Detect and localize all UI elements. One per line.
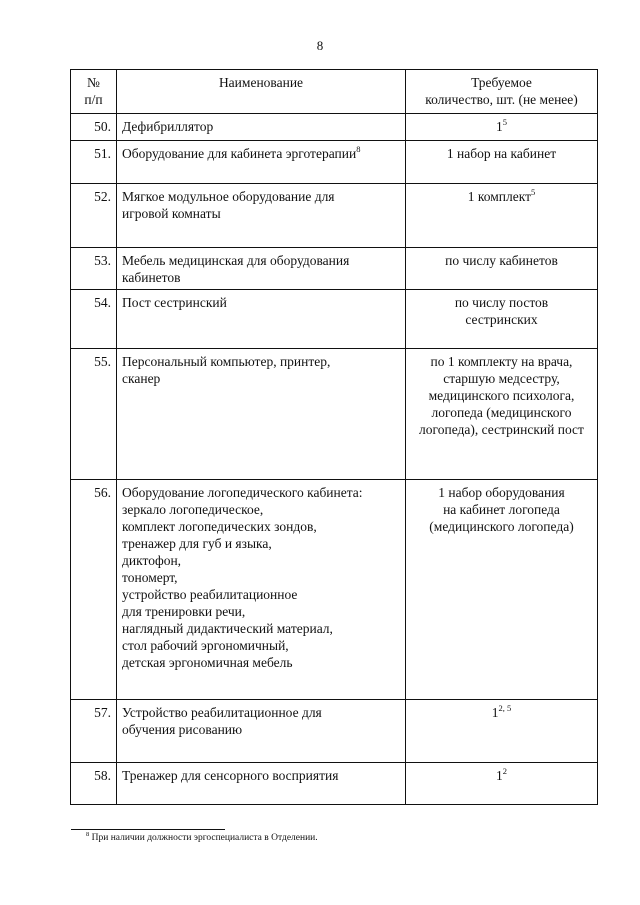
- row-quantity-text: логопеда (медицинского: [431, 405, 572, 420]
- footnote-ref: 2, 5: [498, 703, 512, 713]
- footnote-ref: 5: [531, 187, 536, 197]
- row-name-text: тономерт,: [122, 570, 178, 585]
- equipment-table: [70, 69, 598, 805]
- row-quantity-text: 1 набор на кабинет: [446, 146, 557, 161]
- row-quantity: [406, 349, 598, 480]
- row-number: 57.: [71, 700, 117, 763]
- row-name-line: [122, 353, 400, 370]
- table-row: [71, 700, 598, 763]
- row-quantity-text: 1 комплект: [467, 189, 532, 204]
- row-number: 51.: [71, 141, 117, 184]
- row-quantity-text: на кабинет логопеда: [443, 502, 560, 517]
- row-quantity: [406, 184, 598, 248]
- row-name-line: [122, 370, 400, 387]
- row-quantity-text: логопеда), сестринский пост: [419, 422, 584, 437]
- row-quantity-line: [411, 370, 592, 387]
- row-name-text: Мягкое модульное оборудование для: [122, 189, 335, 204]
- footnote-ref: 5: [502, 117, 507, 127]
- row-name-text: сканер: [122, 371, 161, 386]
- row-name-line: [122, 145, 400, 162]
- row-name-line: [122, 569, 400, 586]
- row-name-line: [122, 767, 400, 784]
- table-header-row: [71, 70, 598, 114]
- row-name-text: тренажер для губ и языка,: [122, 536, 272, 551]
- row-name-line: [122, 620, 400, 637]
- row-name-line: [122, 501, 400, 518]
- row-name-line: [122, 294, 400, 311]
- row-quantity-line: [411, 704, 592, 721]
- header-qty-line: количество, шт. (не менее): [425, 92, 578, 107]
- row-name-line: [122, 586, 400, 603]
- table-row: [71, 349, 598, 480]
- row-quantity: [406, 763, 598, 805]
- row-name: [117, 700, 406, 763]
- table-row: [71, 763, 598, 805]
- row-quantity-line: [411, 767, 592, 784]
- footnote-ref: 2: [502, 766, 507, 776]
- row-name-line: [122, 654, 400, 671]
- row-name: [117, 290, 406, 349]
- header-num-line: п/п: [84, 92, 103, 107]
- row-quantity-text: 1: [496, 768, 503, 783]
- row-quantity-text: 1 набор оборудования: [438, 485, 565, 500]
- row-name-text: Мебель медицинская для оборудования: [122, 253, 350, 268]
- footnote-marker: 8: [86, 831, 90, 838]
- row-quantity-text: по числу кабинетов: [445, 253, 558, 268]
- row-quantity: [406, 290, 598, 349]
- row-name: [117, 763, 406, 805]
- row-quantity-line: [411, 145, 592, 162]
- header-qty: [406, 70, 598, 114]
- footnote-text: При наличии должности эргоспециалиста в Отделении.: [91, 833, 318, 843]
- header-name: Наименование: [117, 70, 406, 114]
- row-name: [117, 114, 406, 141]
- row-number: 52.: [71, 184, 117, 248]
- row-number: 53.: [71, 248, 117, 290]
- row-name: [117, 141, 406, 184]
- row-quantity-line: [411, 353, 592, 370]
- row-name-line: [122, 252, 400, 269]
- row-name-text: Дефибриллятор: [122, 119, 214, 134]
- row-name-line: [122, 269, 400, 286]
- table-row: [71, 480, 598, 700]
- footnote-ref: 8: [356, 144, 361, 154]
- row-name-text: для тренировки речи,: [122, 604, 246, 619]
- row-name-text: диктофон,: [122, 553, 182, 568]
- row-name-text: Оборудование логопедического кабинета:: [122, 485, 363, 500]
- row-name-text: кабинетов: [122, 270, 181, 285]
- row-name-line: [122, 205, 400, 222]
- row-name-text: Оборудование для кабинета эрготерапии: [122, 146, 357, 161]
- row-quantity-line: [411, 518, 592, 535]
- row-name-text: Пост сестринский: [122, 295, 227, 310]
- row-name-text: наглядный дидактический материал,: [122, 621, 333, 636]
- footnote: [86, 833, 318, 843]
- header-num: [71, 70, 117, 114]
- table-row: [71, 248, 598, 290]
- row-number: 50.: [71, 114, 117, 141]
- row-name-text: устройство реабилитационное: [122, 587, 298, 602]
- row-quantity-text: 1: [496, 119, 503, 134]
- row-name-line: [122, 535, 400, 552]
- row-name: [117, 184, 406, 248]
- row-name-text: зеркало логопедическое,: [122, 502, 264, 517]
- row-name-line: [122, 637, 400, 654]
- row-name-line: [122, 704, 400, 721]
- row-name: [117, 248, 406, 290]
- row-quantity-line: [411, 118, 592, 135]
- row-name-line: [122, 552, 400, 569]
- row-quantity-line: [411, 484, 592, 501]
- row-name: [117, 480, 406, 700]
- row-quantity-text: (медицинского логопеда): [429, 519, 574, 534]
- row-name-line: [122, 118, 400, 135]
- page-number: 8: [316, 38, 324, 53]
- row-quantity-line: [411, 252, 592, 269]
- table-row: [71, 290, 598, 349]
- row-name-text: стол рабочий эргономичный,: [122, 638, 289, 653]
- row-name-line: [122, 603, 400, 620]
- row-name-text: Устройство реабилитационное для: [122, 705, 322, 720]
- row-quantity-line: [411, 501, 592, 518]
- row-number: 54.: [71, 290, 117, 349]
- row-quantity-text: по 1 комплекту на врача,: [430, 354, 573, 369]
- row-quantity-line: [411, 294, 592, 311]
- row-name-line: [122, 188, 400, 205]
- row-number: 56.: [71, 480, 117, 700]
- row-name-line: [122, 721, 400, 738]
- row-quantity: [406, 114, 598, 141]
- row-name-line: [122, 518, 400, 535]
- footnote-divider: [71, 829, 225, 830]
- row-number: 58.: [71, 763, 117, 805]
- row-quantity: [406, 248, 598, 290]
- row-quantity-text: 1: [491, 705, 499, 720]
- row-name-text: детская эргономичная мебель: [122, 655, 293, 670]
- table-row: [71, 184, 598, 248]
- row-quantity-text: медицинского психолога,: [428, 388, 575, 403]
- row-name-text: Персональный компьютер, принтер,: [122, 354, 331, 369]
- row-quantity: [406, 141, 598, 184]
- row-quantity-text: сестринских: [465, 312, 538, 327]
- row-quantity-line: [411, 387, 592, 404]
- row-quantity-text: по числу постов: [454, 295, 549, 310]
- row-name: [117, 349, 406, 480]
- row-quantity-line: [411, 311, 592, 328]
- row-quantity-line: [411, 188, 592, 205]
- row-name-text: Тренажер для сенсорного восприятия: [122, 768, 339, 783]
- row-name-text: комплект логопедических зондов,: [122, 519, 317, 534]
- row-name-text: игровой комнаты: [122, 206, 221, 221]
- row-name-text: обучения рисованию: [122, 722, 243, 737]
- row-number: 55.: [71, 349, 117, 480]
- row-quantity-line: [411, 404, 592, 421]
- header-num-line: №: [87, 75, 100, 90]
- table-row: [71, 141, 598, 184]
- row-quantity: [406, 700, 598, 763]
- row-quantity-line: [411, 421, 592, 438]
- row-name-line: [122, 484, 400, 501]
- row-quantity: [406, 480, 598, 700]
- row-quantity-text: старшую медсестру,: [443, 371, 560, 386]
- header-qty-line: Требуемое: [471, 75, 532, 90]
- table-row: [71, 114, 598, 141]
